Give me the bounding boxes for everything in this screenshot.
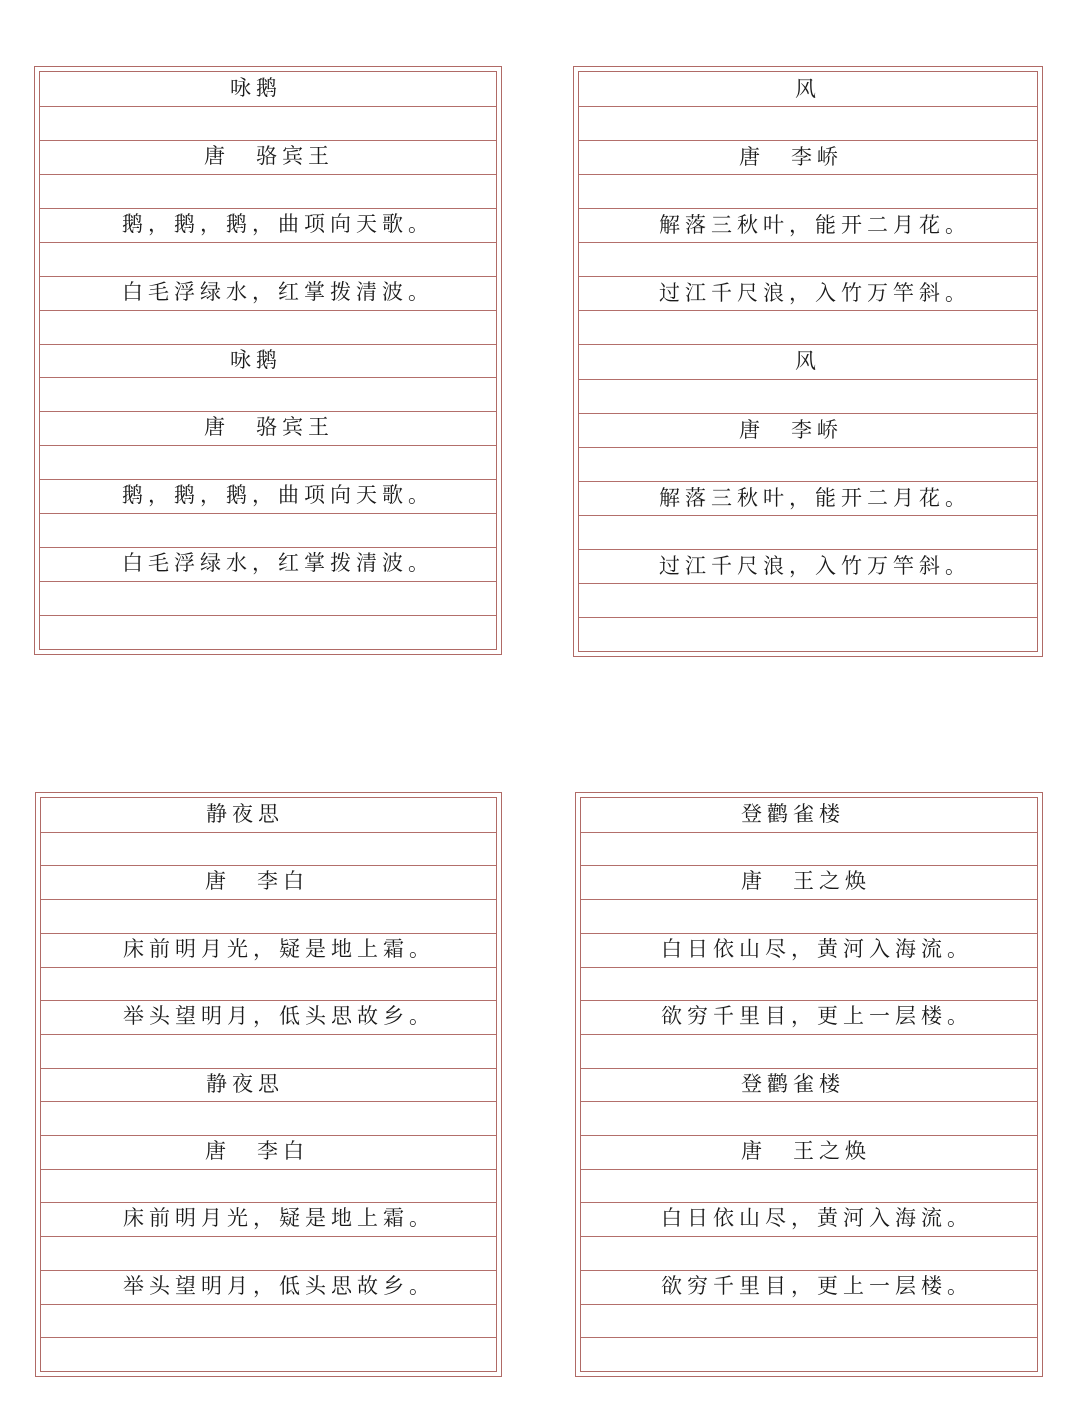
- card-inner-frame: [40, 797, 497, 1372]
- poem-verse: 白毛浮绿水，红掌拨清波。: [122, 551, 434, 576]
- poem-author: 唐 李白: [205, 1139, 309, 1164]
- blank-row: [41, 1337, 496, 1371]
- blank-row: [579, 515, 1037, 549]
- poem-line-row: [579, 481, 1037, 515]
- poem-line-row: [579, 72, 1037, 106]
- blank-row: [41, 1169, 496, 1203]
- blank-row: [581, 1304, 1037, 1338]
- blank-row: [40, 242, 496, 276]
- blank-row: [581, 1337, 1037, 1371]
- poem-line-row: [40, 479, 496, 513]
- poem-line-row: [581, 1270, 1037, 1304]
- poem-verse: 床前明月光，疑是地上霜。: [123, 936, 435, 961]
- blank-row: [579, 379, 1037, 413]
- blank-row: [579, 447, 1037, 481]
- poem-line-row: [41, 798, 496, 832]
- blank-row: [40, 106, 496, 140]
- poem-verse: 过江千尺浪，入竹万竿斜。: [659, 553, 971, 578]
- poem-verse: 举头望明月，低头思故乡。: [123, 1273, 435, 1298]
- poem-verse: 欲穷千里目，更上一层楼。: [661, 1273, 973, 1298]
- blank-row: [581, 1236, 1037, 1270]
- poem-line-row: [40, 344, 496, 378]
- poem-line-row: [41, 1270, 496, 1304]
- poem-line-row: [581, 1135, 1037, 1169]
- poem-verse: 鹅，鹅，鹅，曲项向天歌。: [122, 211, 434, 236]
- poem-line-row: [579, 413, 1037, 447]
- poem-title: 静夜思: [206, 802, 284, 826]
- poem-author: 唐 李峤: [739, 145, 843, 170]
- poem-verse: 鹅，鹅，鹅，曲项向天歌。: [122, 483, 434, 508]
- blank-row: [40, 174, 496, 208]
- poem-line-row: [41, 1135, 496, 1169]
- card-inner-frame: [580, 797, 1038, 1372]
- blank-row: [579, 617, 1037, 651]
- poem-line-row: [41, 865, 496, 899]
- poem-verse: 欲穷千里目，更上一层楼。: [661, 1004, 973, 1029]
- poem-title: 咏鹅: [230, 347, 282, 372]
- poem-verse: 白毛浮绿水，红掌拨清波。: [122, 279, 434, 304]
- poem-author: 唐 李白: [205, 869, 309, 894]
- poem-verse: 白日依山尽，黄河入海流。: [661, 1206, 973, 1231]
- poem-line-row: [40, 208, 496, 242]
- poem-author: 唐 王之焕: [741, 869, 871, 894]
- blank-row: [41, 832, 496, 866]
- poem-line-row: [41, 933, 496, 967]
- poem-title: 登鹳雀楼: [741, 1071, 845, 1096]
- poem-line-row: [40, 140, 496, 174]
- blank-row: [41, 967, 496, 1001]
- blank-row: [581, 1169, 1037, 1203]
- blank-row: [40, 377, 496, 411]
- poem-verse: 白日依山尽，黄河入海流。: [661, 936, 973, 961]
- poem-verse: 过江千尺浪，入竹万竿斜。: [659, 281, 971, 306]
- poem-line-row: [41, 1068, 496, 1102]
- poem-title: 登鹳雀楼: [741, 802, 845, 826]
- poem-card-jing-ye-si: [35, 792, 502, 1377]
- poem-line-row: [579, 276, 1037, 310]
- poem-line-row: [581, 798, 1037, 832]
- blank-row: [581, 1034, 1037, 1068]
- blank-row: [40, 581, 496, 615]
- poem-line-row: [579, 549, 1037, 583]
- blank-row: [40, 615, 496, 649]
- blank-row: [40, 513, 496, 547]
- blank-row: [41, 1236, 496, 1270]
- poem-author: 唐 骆宾王: [204, 143, 334, 168]
- blank-row: [581, 899, 1037, 933]
- poem-title: 风: [795, 349, 821, 374]
- poem-line-row: [40, 547, 496, 581]
- blank-row: [581, 967, 1037, 1001]
- poem-line-row: [581, 1000, 1037, 1034]
- poem-line-row: [40, 276, 496, 310]
- poem-author: 唐 李峤: [739, 417, 843, 442]
- blank-row: [40, 445, 496, 479]
- poem-author: 唐 王之焕: [741, 1139, 871, 1164]
- poem-line-row: [579, 140, 1037, 174]
- poem-card-deng-guan-que-lou: [575, 792, 1043, 1377]
- poem-line-row: [40, 411, 496, 445]
- poem-verse: 举头望明月，低头思故乡。: [123, 1004, 435, 1029]
- card-inner-frame: [578, 71, 1038, 652]
- poem-line-row: [579, 344, 1037, 378]
- poem-card-yong-e: [34, 66, 502, 655]
- blank-row: [579, 310, 1037, 344]
- poem-title: 咏鹅: [230, 76, 282, 100]
- poem-title: 静夜思: [206, 1071, 284, 1096]
- poem-card-feng: [573, 66, 1043, 657]
- poem-line-row: [40, 72, 496, 106]
- poem-line-row: [581, 933, 1037, 967]
- blank-row: [40, 310, 496, 344]
- blank-row: [581, 1101, 1037, 1135]
- poem-title: 风: [795, 77, 821, 101]
- blank-row: [41, 1034, 496, 1068]
- poem-verse: 床前明月光，疑是地上霜。: [123, 1206, 435, 1231]
- blank-row: [41, 1304, 496, 1338]
- poem-line-row: [581, 865, 1037, 899]
- poem-line-row: [41, 1202, 496, 1236]
- poem-line-row: [579, 208, 1037, 242]
- blank-row: [579, 106, 1037, 140]
- blank-row: [581, 832, 1037, 866]
- poem-author: 唐 骆宾王: [204, 415, 334, 440]
- blank-row: [579, 583, 1037, 617]
- poem-line-row: [581, 1202, 1037, 1236]
- blank-row: [41, 1101, 496, 1135]
- poem-line-row: [41, 1000, 496, 1034]
- blank-row: [579, 174, 1037, 208]
- blank-row: [41, 899, 496, 933]
- poem-line-row: [581, 1068, 1037, 1102]
- poem-verse: 解落三秋叶，能开二月花。: [659, 213, 971, 238]
- card-inner-frame: [39, 71, 497, 650]
- blank-row: [579, 242, 1037, 276]
- poem-verse: 解落三秋叶，能开二月花。: [659, 485, 971, 510]
